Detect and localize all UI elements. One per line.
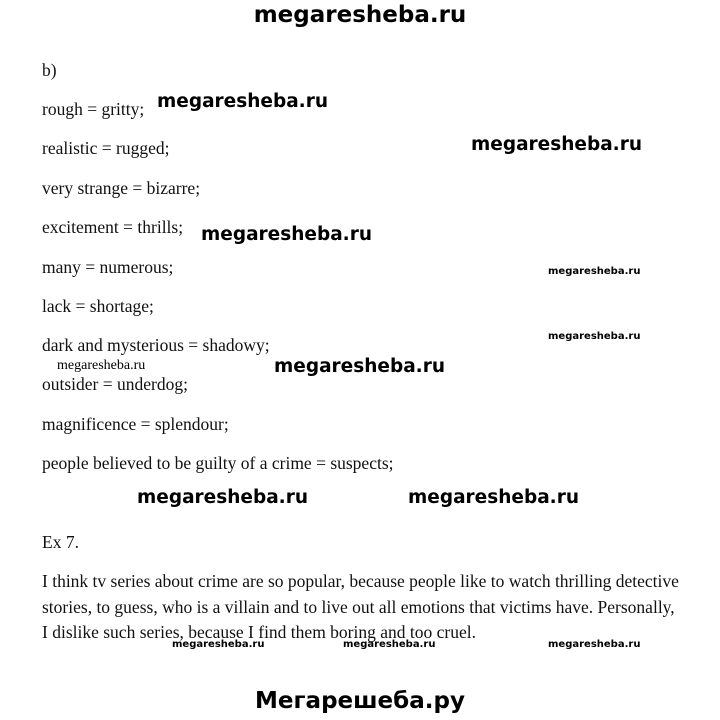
watermark: megaresheba.ru — [471, 134, 642, 155]
exercise-label: Ex 7. — [42, 532, 79, 552]
synonym-pair-lack: lack = shortage; — [42, 296, 154, 316]
section-b-label: b) — [42, 60, 57, 80]
synonym-pair-excitement: excitement = thrills; — [42, 217, 184, 237]
watermark: megaresheba.ru — [343, 639, 436, 650]
synonym-pair-many: many = numerous; — [42, 257, 174, 277]
watermark: megaresheba.ru — [201, 224, 372, 245]
synonym-pair-dark-mysterious: dark and mysterious = shadowy; — [42, 335, 270, 355]
synonym-pair-very-strange: very strange = bizarre; — [42, 178, 201, 198]
site-header[interactable]: megaresheba.ru — [253, 2, 467, 28]
watermark: megaresheba.ru — [57, 358, 146, 373]
synonym-pair-suspects: people believed to be guilty of a crime = suspects; — [42, 453, 394, 473]
watermark: megaresheba.ru — [172, 639, 265, 650]
watermark: megaresheba.ru — [157, 91, 328, 112]
watermark: megaresheba.ru — [137, 487, 308, 508]
synonym-pair-rough: rough = gritty; — [42, 99, 145, 119]
site-footer[interactable]: Мегарешеба.ру — [255, 688, 465, 714]
watermark: megaresheba.ru — [548, 266, 641, 277]
synonym-pair-outsider: outsider = underdog; — [42, 374, 188, 394]
exercise-answer-paragraph: I think tv series about crime are so popular, because people like to watch thrilling detective stories, to guess, who is a villain and to live out all emotions that victims have. Personally, I dislike such series, because I find them boring and too cruel. — [42, 571, 679, 642]
watermark: megaresheba.ru — [548, 331, 641, 342]
synonym-pair-magnificence: magnificence = splendour; — [42, 414, 229, 434]
watermark: megaresheba.ru — [548, 639, 641, 650]
synonym-pair-realistic: realistic = rugged; — [42, 138, 170, 158]
watermark: megaresheba.ru — [274, 356, 445, 377]
watermark: megaresheba.ru — [408, 487, 579, 508]
